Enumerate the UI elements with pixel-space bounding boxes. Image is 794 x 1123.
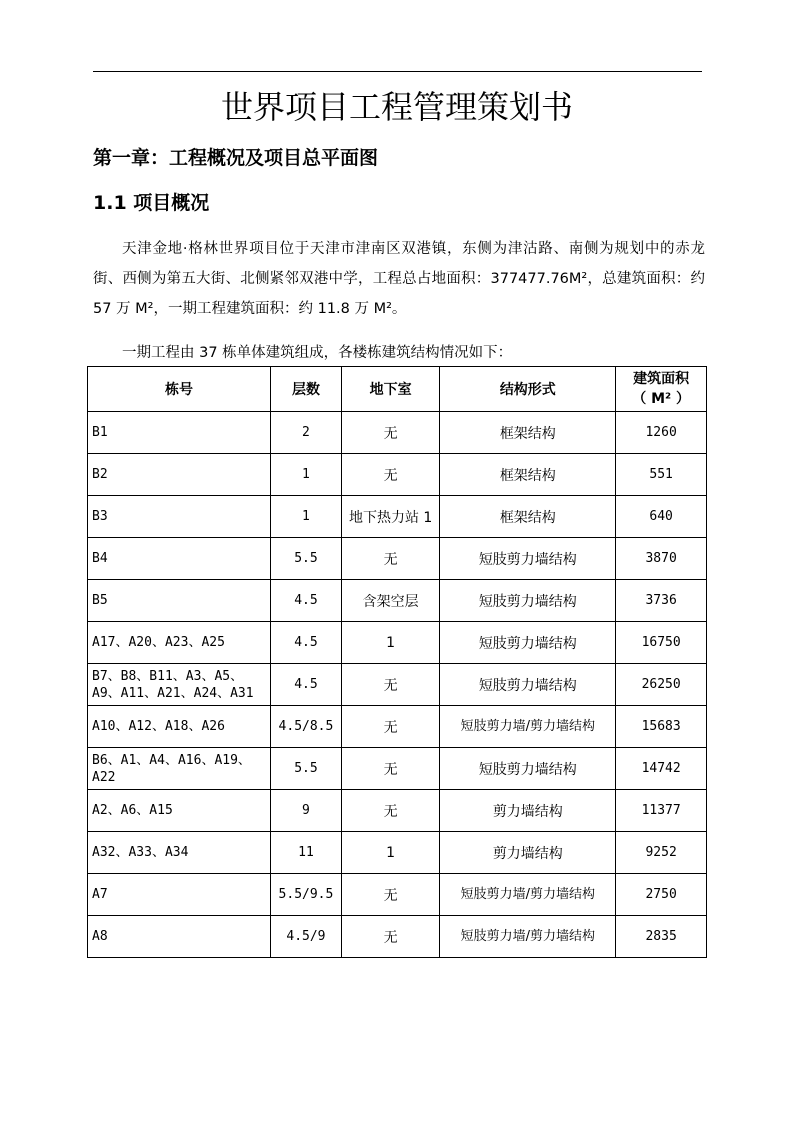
table-row bbox=[88, 832, 707, 874]
cell-structure: 剪力墙结构 bbox=[440, 790, 616, 832]
header-building: 栋号 bbox=[88, 367, 271, 412]
header-floors: 层数 bbox=[270, 367, 341, 412]
cell-basement: 无 bbox=[341, 412, 439, 454]
cell-structure: 框架结构 bbox=[440, 454, 616, 496]
chapter-heading: 第一章：工程概况及项目总平面图 bbox=[93, 147, 379, 169]
cell-building: A17、A20、A23、A25 bbox=[88, 622, 271, 664]
cell-structure: 短肢剪力墙/剪力墙结构 bbox=[440, 706, 616, 748]
cell-floors: 11 bbox=[270, 832, 341, 874]
cell-structure: 短肢剪力墙结构 bbox=[440, 664, 616, 706]
section-heading: 1.1 项目概况 bbox=[93, 192, 210, 214]
cell-structure: 短肢剪力墙/剪力墙结构 bbox=[440, 874, 616, 916]
table-body bbox=[88, 412, 707, 958]
cell-floors: 4.5/8.5 bbox=[270, 706, 341, 748]
table-row bbox=[88, 622, 707, 664]
cell-building: B7、B8、B11、A3、A5、A9、A11、A21、A24、A31 bbox=[88, 664, 271, 706]
cell-basement: 地下热力站 1 bbox=[341, 496, 439, 538]
cell-area: 11377 bbox=[616, 790, 707, 832]
cell-structure: 框架结构 bbox=[440, 496, 616, 538]
cell-building: A7 bbox=[88, 874, 271, 916]
cell-area: 3870 bbox=[616, 538, 707, 580]
cell-area: 14742 bbox=[616, 748, 707, 790]
cell-floors: 2 bbox=[270, 412, 341, 454]
cell-floors: 5.5/9.5 bbox=[270, 874, 341, 916]
table-row bbox=[88, 706, 707, 748]
cell-structure: 短肢剪力墙结构 bbox=[440, 538, 616, 580]
cell-building: B3 bbox=[88, 496, 271, 538]
cell-basement: 无 bbox=[341, 874, 439, 916]
table-row bbox=[88, 496, 707, 538]
cell-basement: 1 bbox=[341, 622, 439, 664]
cell-basement: 无 bbox=[341, 538, 439, 580]
cell-building: B6、A1、A4、A16、A19、A22 bbox=[88, 748, 271, 790]
cell-area: 551 bbox=[616, 454, 707, 496]
cell-floors: 4.5 bbox=[270, 622, 341, 664]
cell-basement: 无 bbox=[341, 790, 439, 832]
cell-area: 1260 bbox=[616, 412, 707, 454]
building-structure-table bbox=[87, 366, 707, 958]
cell-floors: 5.5 bbox=[270, 748, 341, 790]
table-row bbox=[88, 916, 707, 958]
table-row bbox=[88, 412, 707, 454]
cell-floors: 4.5 bbox=[270, 664, 341, 706]
cell-floors: 9 bbox=[270, 790, 341, 832]
cell-building: B5 bbox=[88, 580, 271, 622]
cell-floors: 4.5/9 bbox=[270, 916, 341, 958]
header-rule bbox=[93, 71, 702, 72]
cell-basement: 无 bbox=[341, 706, 439, 748]
cell-building: B4 bbox=[88, 538, 271, 580]
table-intro-paragraph: 一期工程由 37 栋单体建筑组成，各楼栋建筑结构情况如下： bbox=[122, 345, 513, 361]
table-row bbox=[88, 454, 707, 496]
table-row bbox=[88, 664, 707, 706]
table-header-row bbox=[88, 367, 707, 412]
cell-building: A32、A33、A34 bbox=[88, 832, 271, 874]
cell-building: B1 bbox=[88, 412, 271, 454]
header-area-unit: （ M² ） bbox=[632, 391, 691, 407]
cell-area: 640 bbox=[616, 496, 707, 538]
project-overview-paragraph: 天津金地·格林世界项目位于天津市津南区双港镇，东侧为津沽路、南侧为规划中的赤龙街、西侧为第五大街、北侧紧邻双港中学，工程总占地面积：377477.76M²，总建筑面积：约 57 万 M²，一期工程建筑面积：约 11.8 万 M²。 bbox=[93, 241, 705, 317]
cell-building: A2、A6、A15 bbox=[88, 790, 271, 832]
cell-basement: 无 bbox=[341, 454, 439, 496]
header-area-label: 建筑面积 bbox=[633, 371, 690, 387]
header-structure: 结构形式 bbox=[440, 367, 616, 412]
cell-area: 2750 bbox=[616, 874, 707, 916]
cell-area: 15683 bbox=[616, 706, 707, 748]
cell-structure: 短肢剪力墙结构 bbox=[440, 748, 616, 790]
cell-area: 26250 bbox=[616, 664, 707, 706]
cell-floors: 1 bbox=[270, 454, 341, 496]
document-title: 世界项目工程管理策划书 bbox=[220, 88, 573, 126]
cell-structure: 剪力墙结构 bbox=[440, 832, 616, 874]
table-row bbox=[88, 748, 707, 790]
cell-structure: 短肢剪力墙/剪力墙结构 bbox=[440, 916, 616, 958]
table-row bbox=[88, 538, 707, 580]
cell-structure: 短肢剪力墙结构 bbox=[440, 580, 616, 622]
cell-basement: 1 bbox=[341, 832, 439, 874]
cell-basement: 含架空层 bbox=[341, 580, 439, 622]
table-row bbox=[88, 580, 707, 622]
table-row bbox=[88, 874, 707, 916]
cell-basement: 无 bbox=[341, 664, 439, 706]
table-row bbox=[88, 790, 707, 832]
cell-floors: 4.5 bbox=[270, 580, 341, 622]
cell-floors: 1 bbox=[270, 496, 341, 538]
header-basement: 地下室 bbox=[341, 367, 439, 412]
cell-floors: 5.5 bbox=[270, 538, 341, 580]
cell-basement: 无 bbox=[341, 916, 439, 958]
cell-structure: 框架结构 bbox=[440, 412, 616, 454]
cell-building: A8 bbox=[88, 916, 271, 958]
cell-building: A10、A12、A18、A26 bbox=[88, 706, 271, 748]
cell-basement: 无 bbox=[341, 748, 439, 790]
cell-structure: 短肢剪力墙结构 bbox=[440, 622, 616, 664]
cell-area: 9252 bbox=[616, 832, 707, 874]
cell-area: 16750 bbox=[616, 622, 707, 664]
cell-area: 3736 bbox=[616, 580, 707, 622]
cell-building: B2 bbox=[88, 454, 271, 496]
header-area bbox=[616, 367, 707, 412]
cell-area: 2835 bbox=[616, 916, 707, 958]
